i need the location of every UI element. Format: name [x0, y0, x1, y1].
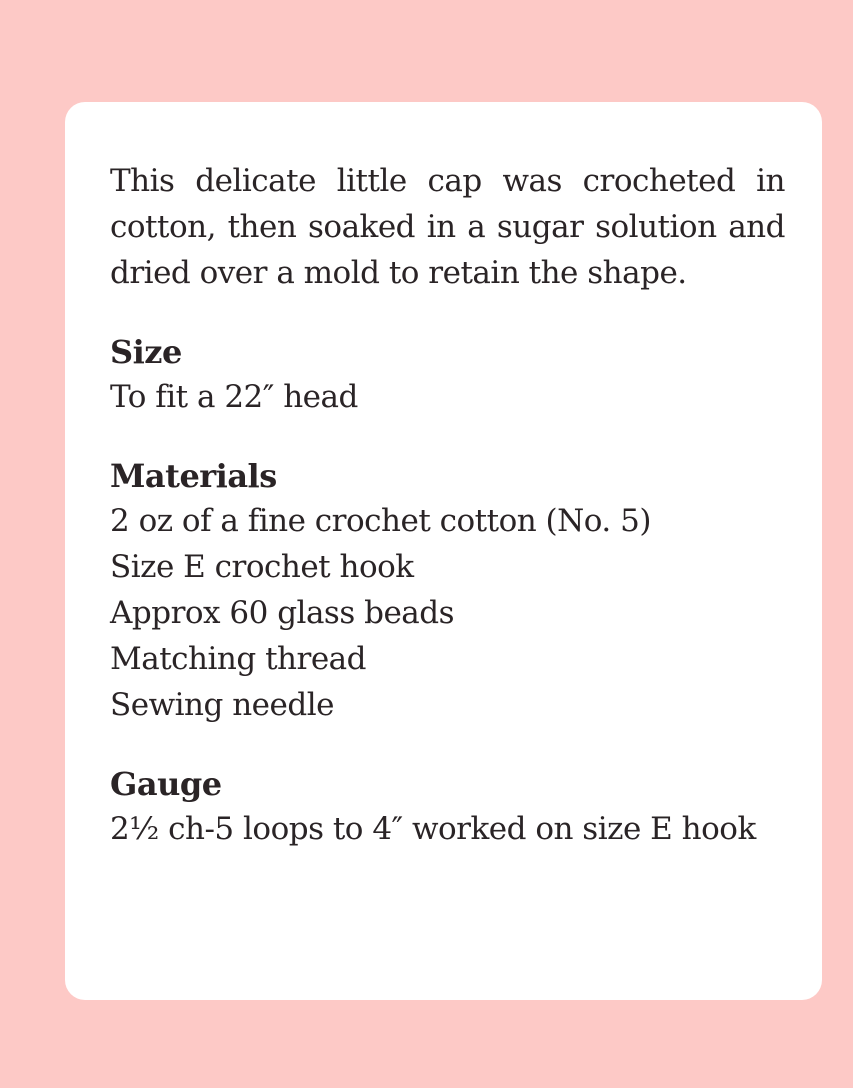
intro-paragraph: This delicate little cap was crocheted in cotton, then soaked in a sugar solution and dried over a mold to retain the shape.: [110, 163, 785, 291]
materials-heading: Materials: [110, 457, 277, 495]
size-section: [110, 330, 785, 420]
pattern-card: [65, 102, 822, 1000]
materials-section: [110, 454, 785, 728]
size-line: To fit a 22″ head: [110, 379, 358, 415]
pattern-text: [110, 158, 785, 886]
gauge-heading: Gauge: [110, 765, 222, 803]
material-item: 2 oz of a fine crochet cotton (No. 5): [110, 503, 651, 539]
gauge-line: 2½ ch-5 loops to 4″ worked on size E hook: [110, 811, 756, 847]
size-heading: Size: [110, 333, 182, 371]
material-item: Matching thread: [110, 641, 366, 677]
material-item: Approx 60 glass beads: [110, 595, 455, 631]
material-item: Size E crochet hook: [110, 549, 414, 585]
material-item: Sewing needle: [110, 687, 334, 723]
gauge-section: [110, 762, 785, 852]
